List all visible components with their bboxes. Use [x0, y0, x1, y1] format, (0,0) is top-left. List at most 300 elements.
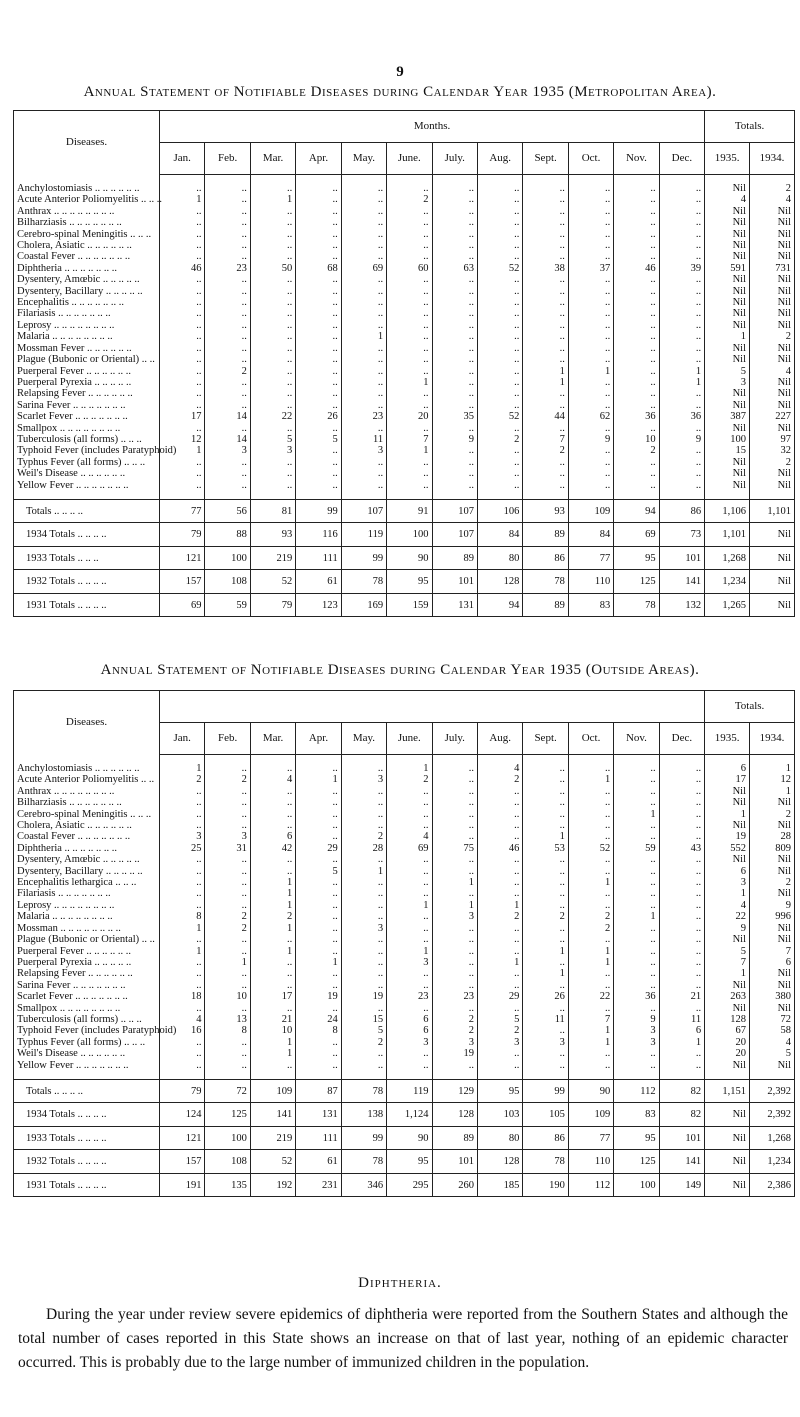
cell-value: .. — [296, 297, 341, 308]
disease-name: Yellow Fever .. .. .. .. .. .. .. — [14, 480, 160, 491]
total-value: 83 — [568, 593, 613, 617]
cell-value: .. — [205, 377, 250, 388]
cell-value: .. — [614, 343, 659, 354]
cell-value: .. — [432, 308, 477, 319]
total-value: 83 — [614, 1103, 659, 1127]
cell-value: .. — [477, 354, 522, 365]
table-row — [14, 911, 795, 922]
cell-value: 2 — [568, 923, 613, 934]
cell-value: .. — [523, 797, 568, 808]
cell-value: 1 — [705, 809, 750, 820]
cell-value: .. — [387, 809, 432, 820]
spacer-row — [14, 175, 795, 184]
disease-name: Anthrax .. .. .. .. .. .. .. .. — [14, 786, 160, 797]
diseases-header: Diseases. — [14, 691, 160, 755]
total-value: 107 — [432, 523, 477, 547]
cell-value: 3 — [523, 1037, 568, 1048]
cell-value: 3 — [205, 831, 250, 842]
total-value: 111 — [296, 1126, 341, 1150]
cell-value: 5 — [250, 434, 295, 445]
spacer-cell — [296, 755, 341, 764]
cell-value: .. — [523, 229, 568, 240]
cell-value: .. — [296, 320, 341, 331]
total-value: 95 — [614, 1126, 659, 1150]
cell-value: 23 — [341, 411, 386, 422]
total-value: 106 — [477, 499, 522, 523]
cell-value: 63 — [432, 263, 477, 274]
cell-value: .. — [523, 457, 568, 468]
total-value: 73 — [659, 523, 704, 547]
cell-value: .. — [523, 240, 568, 251]
cell-value: 29 — [477, 991, 522, 1002]
disease-name: Encephalitis lethargica .. .. .. — [14, 877, 160, 888]
cell-value: .. — [296, 183, 341, 194]
cell-value: .. — [523, 400, 568, 411]
cell-value: .. — [432, 923, 477, 934]
total-value: 89 — [432, 546, 477, 570]
cell-value: .. — [568, 763, 613, 774]
spacer-cell — [750, 175, 795, 184]
table-1-title: Annual Statement of Notifiable Diseases during Calendar Year 1935 (Metropolitan Area). — [83, 84, 717, 100]
total-value: 89 — [523, 593, 568, 617]
cell-value: 1 — [250, 946, 295, 957]
table-row — [14, 820, 795, 831]
cell-value: Nil — [705, 183, 750, 194]
table-row — [14, 229, 795, 240]
cell-value: .. — [432, 854, 477, 865]
disease-name: Mossman .. .. .. .. .. .. .. .. — [14, 923, 160, 934]
table-row — [14, 957, 795, 968]
spacer-cell — [160, 755, 205, 764]
cell-value: 19 — [705, 831, 750, 842]
cell-value: Nil — [705, 229, 750, 240]
total-value: 78 — [523, 1150, 568, 1174]
cell-value: .. — [387, 911, 432, 922]
cell-value: .. — [568, 423, 613, 434]
paragraph-text: During the year under review severe epidemics of diphtheria were reported from the Southern States and although the total number of cases reported in this State shows an increase on that of last year, nothing of an epidemic character occurred. This is probably due to the large number of immunized children in the population. — [18, 1306, 788, 1371]
cell-value: 7 — [387, 434, 432, 445]
cell-value: .. — [523, 217, 568, 228]
cell-value: 1 — [568, 774, 613, 785]
spacer-cell — [14, 491, 160, 500]
cell-value: .. — [659, 809, 704, 820]
cell-value: .. — [614, 866, 659, 877]
cell-value: .. — [523, 320, 568, 331]
totals-row — [14, 499, 795, 523]
cell-value: .. — [568, 297, 613, 308]
cell-value: 9 — [614, 1014, 659, 1025]
cell-value: 8 — [205, 1025, 250, 1036]
cell-value: .. — [341, 820, 386, 831]
cell-value: .. — [659, 1060, 704, 1071]
cell-value: .. — [659, 831, 704, 842]
table-row — [14, 854, 795, 865]
cell-value: .. — [432, 934, 477, 945]
cell-value: .. — [568, 968, 613, 979]
cell-value: 1 — [477, 957, 522, 968]
totals-row — [14, 523, 795, 547]
cell-value: .. — [160, 820, 205, 831]
cell-value: 5 — [296, 434, 341, 445]
cell-value: .. — [160, 206, 205, 217]
cell-value: .. — [432, 831, 477, 842]
total-value: 95 — [477, 1079, 522, 1103]
cell-value: .. — [477, 457, 522, 468]
total-value: 95 — [387, 570, 432, 594]
cell-value: .. — [250, 331, 295, 342]
cell-value: .. — [205, 343, 250, 354]
cell-value: .. — [250, 388, 295, 399]
cell-value: .. — [296, 888, 341, 899]
cell-value: .. — [659, 957, 704, 968]
cell-value: 1 — [250, 877, 295, 888]
cell-value: .. — [160, 900, 205, 911]
cell-value: 19 — [296, 991, 341, 1002]
cell-value: .. — [568, 240, 613, 251]
cell-value: .. — [568, 286, 613, 297]
cell-value: .. — [477, 206, 522, 217]
cell-value: .. — [341, 377, 386, 388]
cell-value: 62 — [568, 411, 613, 422]
spacer-cell — [568, 1071, 613, 1080]
cell-value: 11 — [659, 1014, 704, 1025]
total-value: 110 — [568, 1150, 613, 1174]
spacer-cell — [387, 175, 432, 184]
disease-name: Diphtheria .. .. .. .. .. .. .. — [14, 843, 160, 854]
table-row — [14, 354, 795, 365]
cell-value: .. — [523, 888, 568, 899]
spacer-cell — [432, 491, 477, 500]
cell-value: 4 — [750, 366, 795, 377]
cell-value: .. — [250, 980, 295, 991]
cell-value: 2 — [477, 434, 522, 445]
cell-value: .. — [160, 888, 205, 899]
total-value: 95 — [614, 546, 659, 570]
cell-value: .. — [205, 980, 250, 991]
cell-value: .. — [387, 343, 432, 354]
total-value: 78 — [614, 593, 659, 617]
total-value: 61 — [296, 570, 341, 594]
cell-value: .. — [659, 445, 704, 456]
cell-value: .. — [432, 217, 477, 228]
cell-value: .. — [432, 206, 477, 217]
spacer-cell — [477, 1071, 522, 1080]
cell-value: 69 — [387, 843, 432, 854]
cell-value: .. — [432, 251, 477, 262]
spacer-cell — [205, 1071, 250, 1080]
cell-value: .. — [477, 1048, 522, 1059]
cell-value: .. — [250, 251, 295, 262]
total-value: 80 — [477, 546, 522, 570]
cell-value: .. — [205, 308, 250, 319]
total-value: 56 — [205, 499, 250, 523]
month-header: Jan. — [160, 723, 205, 755]
cell-value: .. — [205, 354, 250, 365]
cell-value: Nil — [705, 308, 750, 319]
cell-value: .. — [523, 274, 568, 285]
cell-value: Nil — [705, 297, 750, 308]
cell-value: 60 — [387, 263, 432, 274]
table-row — [14, 400, 795, 411]
cell-value: .. — [523, 388, 568, 399]
cell-value: Nil — [750, 274, 795, 285]
cell-value: Nil — [750, 217, 795, 228]
cell-value: .. — [205, 786, 250, 797]
disease-name: Cerebro-spinal Meningitis .. .. .. — [14, 809, 160, 820]
disease-name: Puerperal Fever .. .. .. .. .. .. — [14, 946, 160, 957]
cell-value: Nil — [750, 297, 795, 308]
cell-value: .. — [659, 1048, 704, 1059]
cell-value: 387 — [705, 411, 750, 422]
cell-value: 2 — [387, 194, 432, 205]
cell-value: 1 — [250, 923, 295, 934]
cell-value: Nil — [705, 1003, 750, 1014]
cell-value: 7 — [568, 1014, 613, 1025]
table-row — [14, 991, 795, 1002]
cell-value: .. — [160, 480, 205, 491]
cell-value: .. — [160, 1003, 205, 1014]
cell-value: .. — [387, 934, 432, 945]
disease-name: Dysentery, Bacillary .. .. .. .. .. — [14, 866, 160, 877]
cell-value: .. — [659, 774, 704, 785]
cell-value: .. — [477, 251, 522, 262]
cell-value: 36 — [659, 411, 704, 422]
month-header: Feb. — [205, 143, 250, 175]
cell-value: .. — [387, 366, 432, 377]
cell-value: Nil — [750, 251, 795, 262]
cell-value: 43 — [659, 843, 704, 854]
cell-value: .. — [477, 923, 522, 934]
cell-value: .. — [659, 866, 704, 877]
cell-value: .. — [614, 194, 659, 205]
cell-value: .. — [477, 423, 522, 434]
cell-value: .. — [341, 763, 386, 774]
cell-value: .. — [387, 877, 432, 888]
total-value: 95 — [387, 1150, 432, 1174]
total-value: Nil — [705, 1150, 750, 1174]
total-value: 99 — [341, 1126, 386, 1150]
cell-value: .. — [568, 934, 613, 945]
total-value: 191 — [160, 1173, 205, 1197]
cell-value: 1 — [705, 968, 750, 979]
month-header: Apr. — [296, 723, 341, 755]
disease-name: Sarina Fever .. .. .. .. .. .. .. — [14, 980, 160, 991]
cell-value: 4 — [250, 774, 295, 785]
month-header: June. — [387, 723, 432, 755]
cell-value: 1 — [614, 911, 659, 922]
cell-value: .. — [341, 240, 386, 251]
total-value: 100 — [205, 546, 250, 570]
cell-value: .. — [432, 866, 477, 877]
cell-value: 9 — [750, 900, 795, 911]
disease-name: Bilharziasis .. .. .. .. .. .. .. — [14, 797, 160, 808]
total-value: 78 — [341, 1150, 386, 1174]
cell-value: .. — [614, 388, 659, 399]
cell-value: .. — [523, 877, 568, 888]
cell-value: 72 — [750, 1014, 795, 1025]
cell-value: Nil — [705, 251, 750, 262]
table-row — [14, 468, 795, 479]
cell-value: .. — [614, 480, 659, 491]
cell-value: .. — [387, 206, 432, 217]
cell-value: .. — [568, 251, 613, 262]
spacer-cell — [477, 175, 522, 184]
cell-value: 6 — [750, 957, 795, 968]
cell-value: 3 — [705, 877, 750, 888]
cell-value: 1 — [477, 900, 522, 911]
cell-value: 2 — [205, 366, 250, 377]
cell-value: .. — [296, 923, 341, 934]
cell-value: .. — [205, 934, 250, 945]
cell-value: 29 — [296, 843, 341, 854]
table-row — [14, 900, 795, 911]
cell-value: .. — [432, 400, 477, 411]
totals-label: 1933 Totals .. .. .. .. — [14, 1126, 160, 1150]
cell-value: .. — [205, 809, 250, 820]
total-value: 1,106 — [705, 499, 750, 523]
cell-value: 6 — [250, 831, 295, 842]
cell-value: .. — [659, 229, 704, 240]
cell-value: 20 — [387, 411, 432, 422]
total-value: 119 — [341, 523, 386, 547]
cell-value: Nil — [750, 866, 795, 877]
cell-value: .. — [432, 240, 477, 251]
cell-value: .. — [614, 980, 659, 991]
total-value: 141 — [659, 1150, 704, 1174]
cell-value: 1 — [250, 194, 295, 205]
table-row — [14, 423, 795, 434]
cell-value: Nil — [705, 388, 750, 399]
total-value: 192 — [250, 1173, 295, 1197]
cell-value: .. — [659, 820, 704, 831]
total-value: 101 — [432, 570, 477, 594]
total-value: 101 — [659, 546, 704, 570]
total-value: Nil — [750, 570, 795, 594]
cell-value: .. — [250, 297, 295, 308]
cell-value: .. — [160, 388, 205, 399]
cell-value: .. — [250, 217, 295, 228]
cell-value: .. — [341, 1060, 386, 1071]
cell-value: .. — [387, 1003, 432, 1014]
table-row — [14, 923, 795, 934]
cell-value: .. — [160, 240, 205, 251]
table-row — [14, 1014, 795, 1025]
cell-value: 1 — [250, 1037, 295, 1048]
cell-value: .. — [205, 206, 250, 217]
cell-value: .. — [341, 286, 386, 297]
cell-value: 1 — [568, 946, 613, 957]
cell-value: 9 — [659, 434, 704, 445]
table-row — [14, 968, 795, 979]
cell-value: 2 — [205, 923, 250, 934]
cell-value: 9 — [432, 434, 477, 445]
cell-value: .. — [568, 480, 613, 491]
cell-value: .. — [614, 366, 659, 377]
cell-value: 3 — [432, 911, 477, 922]
cell-value: 4 — [387, 831, 432, 842]
cell-value: .. — [659, 923, 704, 934]
total-value: 141 — [659, 570, 704, 594]
total-value: 107 — [341, 499, 386, 523]
spacer-cell — [477, 491, 522, 500]
cell-value: 1 — [568, 366, 613, 377]
cell-value: 1 — [659, 1037, 704, 1048]
spacer-row — [14, 491, 795, 500]
cell-value: Nil — [705, 274, 750, 285]
total-value: 129 — [432, 1079, 477, 1103]
cell-value: .. — [387, 183, 432, 194]
cell-value: .. — [387, 286, 432, 297]
totals-row — [14, 570, 795, 594]
cell-value: .. — [250, 320, 295, 331]
cell-value: 4 — [160, 1014, 205, 1025]
cell-value: .. — [387, 308, 432, 319]
cell-value: 2 — [568, 911, 613, 922]
cell-value: Nil — [750, 229, 795, 240]
cell-value: .. — [160, 786, 205, 797]
totals-row — [14, 546, 795, 570]
cell-value: 1 — [659, 366, 704, 377]
disease-name: Dysentery, Amœbic .. .. .. .. .. — [14, 854, 160, 865]
cell-value: .. — [477, 877, 522, 888]
cell-value: .. — [432, 229, 477, 240]
cell-value: .. — [568, 217, 613, 228]
cell-value: .. — [250, 934, 295, 945]
cell-value: .. — [296, 980, 341, 991]
cell-value: 1 — [523, 377, 568, 388]
month-header: May. — [341, 723, 386, 755]
spacer-cell — [250, 755, 295, 764]
total-value: 90 — [387, 1126, 432, 1150]
cell-value: .. — [614, 286, 659, 297]
total-value: 1,124 — [387, 1103, 432, 1127]
total-value: 124 — [160, 1103, 205, 1127]
cell-value: .. — [523, 423, 568, 434]
cell-value: 2 — [750, 183, 795, 194]
cell-value: .. — [387, 217, 432, 228]
table-row — [14, 308, 795, 319]
cell-value: .. — [205, 286, 250, 297]
cell-value: 5 — [705, 366, 750, 377]
total-value: 86 — [523, 1126, 568, 1150]
table-row — [14, 286, 795, 297]
cell-value: 1 — [659, 377, 704, 388]
cell-value: 227 — [750, 411, 795, 422]
cell-value: .. — [341, 388, 386, 399]
spacer-cell — [523, 491, 568, 500]
cell-value: 35 — [432, 411, 477, 422]
total-value: Nil — [705, 1173, 750, 1197]
total-value: 157 — [160, 1150, 205, 1174]
cell-value: Nil — [750, 1003, 795, 1014]
cell-value: .. — [387, 320, 432, 331]
spacer-cell — [659, 175, 704, 184]
cell-value: .. — [160, 366, 205, 377]
cell-value: .. — [205, 763, 250, 774]
cell-value: .. — [659, 297, 704, 308]
cell-value: .. — [477, 797, 522, 808]
cell-value: .. — [432, 480, 477, 491]
table-row — [14, 763, 795, 774]
spacer-cell — [341, 755, 386, 764]
cell-value: .. — [659, 308, 704, 319]
totals-label: 1933 Totals .. .. .. — [14, 546, 160, 570]
cell-value: .. — [387, 297, 432, 308]
cell-value: 1 — [523, 946, 568, 957]
section-title: Diphtheria. — [358, 1275, 442, 1291]
cell-value: 1 — [568, 1037, 613, 1048]
cell-value: Nil — [705, 217, 750, 228]
